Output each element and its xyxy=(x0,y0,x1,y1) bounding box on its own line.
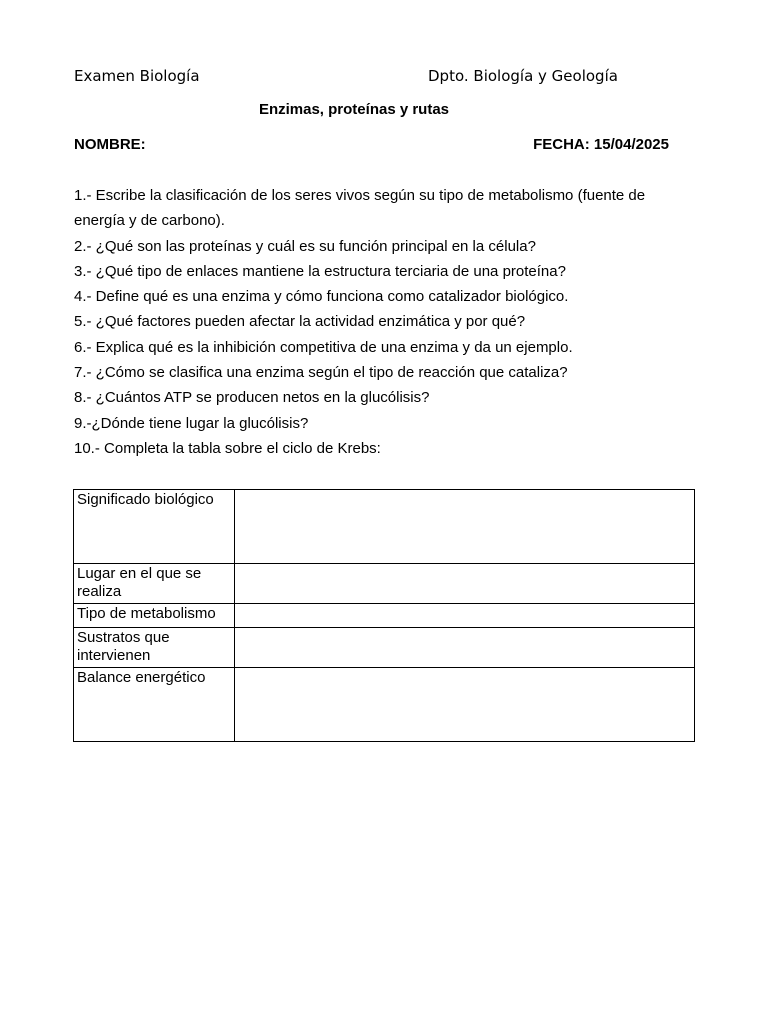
date-field-label: FECHA: 15/04/2025 xyxy=(533,136,669,153)
header-exam-title: Examen Biología xyxy=(74,67,200,85)
row-label: Balance energético xyxy=(74,668,235,742)
name-field-label: NOMBRE: xyxy=(74,136,146,153)
answer-cell xyxy=(235,490,695,564)
question-item: 5.- ¿Qué factores pueden afectar la actividad enzimática y por qué? xyxy=(74,313,526,331)
question-item: 6.- Explica qué es la inhibición competitiva de una enzima y da un ejemplo. xyxy=(74,338,573,356)
answer-cell xyxy=(235,668,695,742)
table-row xyxy=(74,564,695,604)
header-department: Dpto. Biología y Geología xyxy=(428,67,618,85)
page-title: Enzimas, proteínas y rutas xyxy=(258,101,450,118)
krebs-cycle-table xyxy=(73,489,695,742)
answer-cell xyxy=(235,564,695,604)
row-label: Sustratos que intervienen xyxy=(74,628,235,668)
table-row xyxy=(74,604,695,628)
question-list xyxy=(74,183,694,461)
answer-cell xyxy=(235,628,695,668)
question-item: 8.- ¿Cuántos ATP se producen netos en la glucólisis? xyxy=(74,389,430,407)
row-label: Lugar en el que se realiza xyxy=(74,564,235,604)
question-item: 7.- ¿Cómo se clasifica una enzima según el tipo de reacción que cataliza? xyxy=(74,364,568,382)
question-item: 10.- Completa la tabla sobre el ciclo de Krebs: xyxy=(74,439,381,457)
question-item: 2.- ¿Qué son las proteínas y cuál es su función principal en la célula? xyxy=(74,237,536,255)
question-item: 4.- Define qué es una enzima y cómo funciona como catalizador biológico. xyxy=(74,288,569,306)
question-item: 1.- Escribe la clasificación de los seres vivos según su tipo de metabolismo (fuente de energía y de carbono). xyxy=(74,187,646,230)
table-row xyxy=(74,668,695,742)
table-row xyxy=(74,628,695,668)
table-row xyxy=(74,490,695,564)
row-label: Tipo de metabolismo xyxy=(74,604,235,628)
question-item: 3.- ¿Qué tipo de enlaces mantiene la estructura terciaria de una proteína? xyxy=(74,262,566,280)
question-item: 9.-¿Dónde tiene lugar la glucólisis? xyxy=(74,414,309,432)
row-label: Significado biológico xyxy=(74,490,235,564)
answer-cell xyxy=(235,604,695,628)
